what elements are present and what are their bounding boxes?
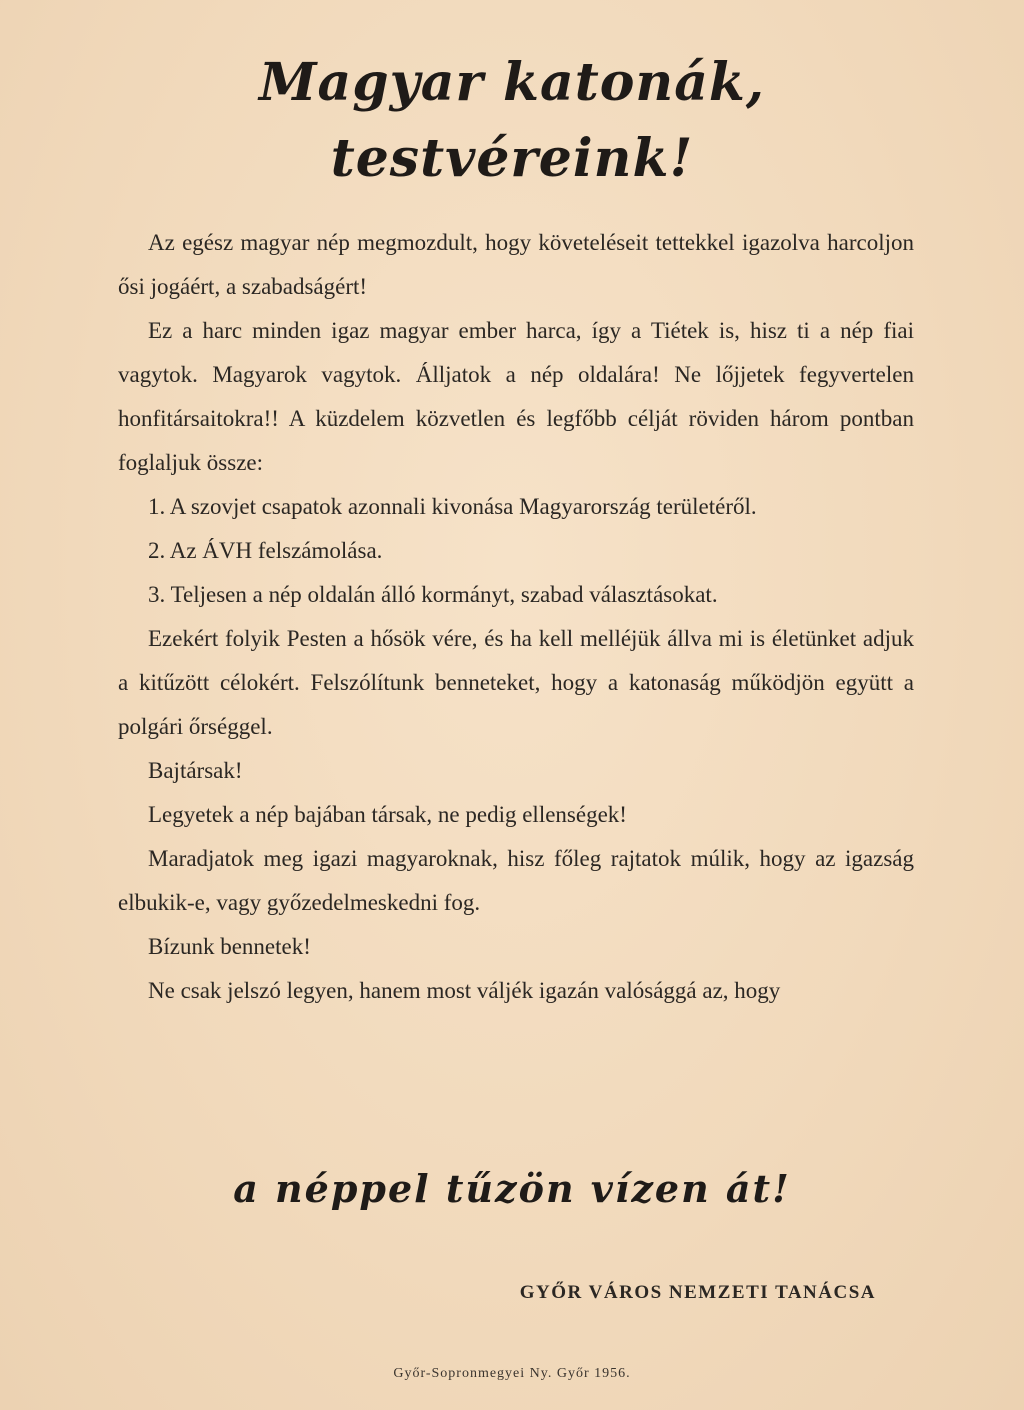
paragraph-heroes: Ezekért folyik Pesten a hősök vére, és ha kell melléjük állva mi is életünket adjuk a kitűzött célokért. Felszólítunk benneteket, hogy a katonaság működjön együtt a polgári őrséggel. — [118, 626, 914, 739]
paragraph-comrades: Bajtársak! — [148, 758, 243, 783]
title-line-2: testvéreink! — [330, 128, 694, 189]
title-line-1: Magyar katonák, — [258, 52, 766, 113]
paragraph-trust: Bízunk bennetek! — [148, 934, 311, 959]
paragraph-companions: Legyetek a nép bajában társak, ne pedig ellenségek! — [148, 802, 627, 827]
slogan: a néppel tűzön vízen át! — [233, 1166, 791, 1211]
paragraph-appeal: Ez a harc minden igaz magyar ember harca, így a Tiétek is, hisz ti a nép fiai vagytok. Magyarok vagytok. Álljatok a nép oldalára! Ne lőjjetek fegyvertelen honfitársaitokra!! A küzdelem közvetlen és legfőbb célját röviden három pontban foglaljuk össze: — [118, 318, 914, 475]
paragraph-intro: Az egész magyar nép megmozdult, hogy követeléseit tettekkel igazolva harcoljon ősi jogáért, a szabadságért! — [118, 230, 914, 299]
body-text — [118, 221, 914, 1013]
printer-imprint: Győr-Sopronmegyei Ny. Győr 1956. — [393, 1366, 631, 1381]
paragraph-slogan-intro: Ne csak jelszó legyen, hanem most váljék igazán valósággá az, hogy — [148, 978, 781, 1003]
paragraph-remain: Maradjatok meg igazi magyaroknak, hisz főleg rajtatok múlik, hogy az igazság elbukik-e, vagy győzedelmeskedni fog. — [118, 846, 914, 915]
demand-3: 3. Teljesen a nép oldalán álló kormányt, szabad választásokat. — [148, 582, 718, 607]
demand-1: 1. A szovjet csapatok azonnali kivonása Magyarország területéről. — [148, 494, 757, 519]
demand-2: 2. Az ÁVH felszámolása. — [148, 538, 383, 563]
signature: GYŐR VÁROS NEMZETI TANÁCSA — [519, 1282, 876, 1303]
